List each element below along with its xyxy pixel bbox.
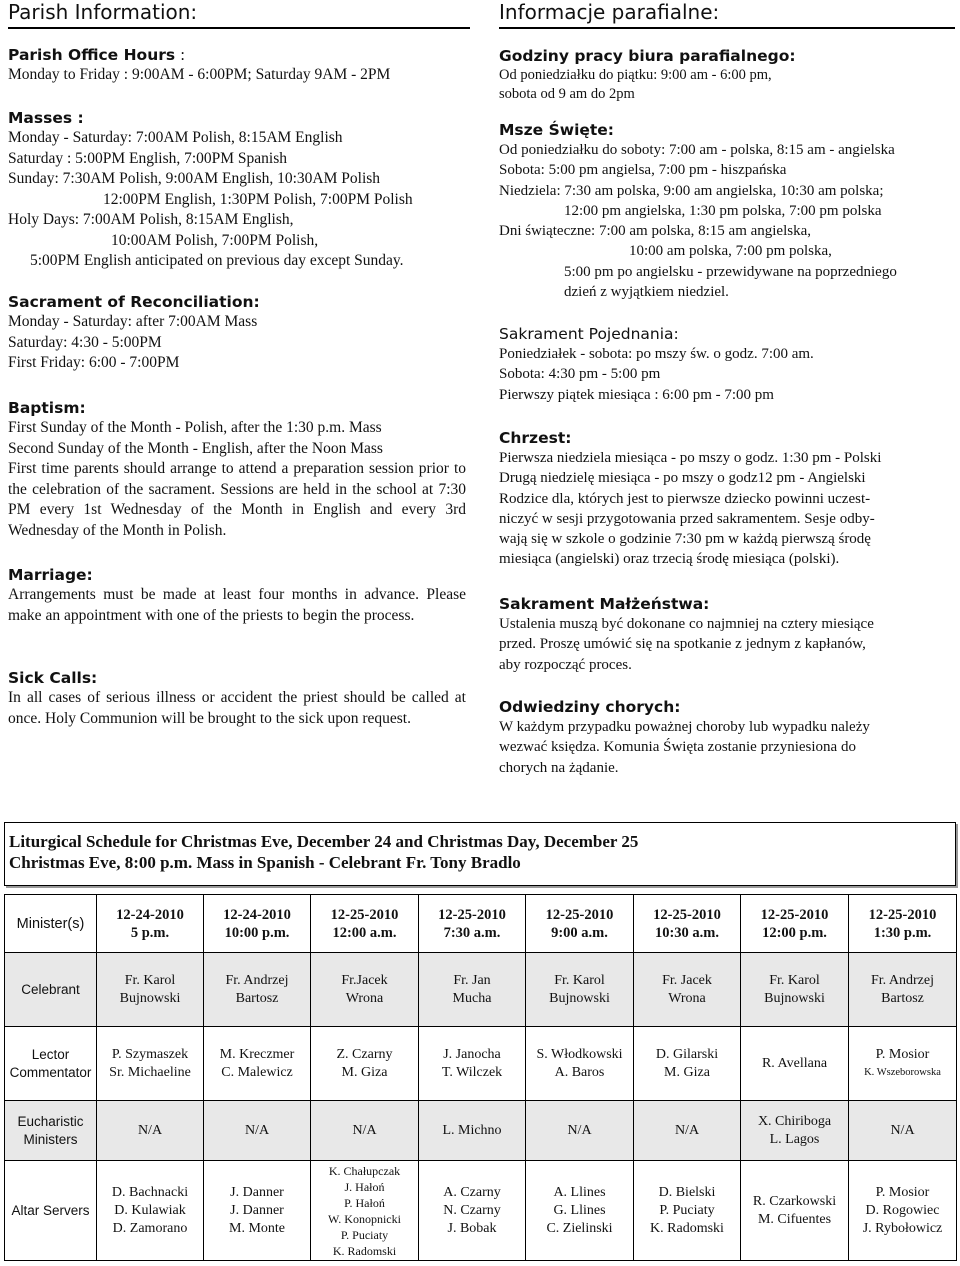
minister-name: K. Wszeborowska [864,1066,941,1078]
minister-name: Fr. Karol [769,972,820,988]
schedule-cell [526,1101,634,1161]
row-label-line: Eucharistic [17,1113,84,1129]
column-header [204,895,311,953]
row-label-line: Commentator [9,1064,92,1080]
minister-name: K. Radomski [332,1243,397,1258]
column-header [634,895,741,953]
minister-name: Bartosz [881,990,924,1006]
sick-calls-heading: Sick Calls: [8,669,98,687]
schedule-cell [741,1161,849,1261]
column-date: 12-25-2010 [760,906,829,923]
minister-name: P. Mosior [875,1184,930,1200]
minister-name: M. Giza [341,1064,388,1080]
column-header [419,895,526,953]
schedule-row [5,953,957,1027]
office-hours-text: Monday to Friday : 9:00AM - 6:00PM; Saturday 9AM - 2PM [8,66,391,83]
minister-name: P. Puciaty [659,1202,715,1218]
minister-name: A. Llines [553,1184,606,1200]
column-date: 12-25-2010 [868,906,937,923]
pl-baptism-section [499,428,955,570]
marriage-section [8,565,466,626]
minister-name: Fr.Jacek [341,972,388,988]
reconciliation-heading: Sacrament of Reconciliation: [8,293,260,311]
schedule-row [5,1101,957,1161]
column-header [741,895,849,953]
pl-masses-line: Od poniedziałku do soboty: 7:00 am - polska, 8:15 am - angielska [499,142,895,158]
schedule-cell [526,953,634,1027]
pl-baptism-line: Pierwsza niedziela miesiąca - po mszy o godz. 1:30 pm - Polski [499,450,882,466]
masses-line: 10:00AM Polish, 7:00PM Polish, [111,231,319,249]
minister-name: K. Chałupczak [328,1163,401,1178]
pl-reconciliation-line: Poniedziałek - sobota: po mszy św. o godz. 7:00 am. [499,346,814,362]
pl-reconciliation-line: Pierwszy piątek miesiąca : 6:00 pm - 7:00 pm [499,386,774,403]
schedule-cell [419,1101,526,1161]
column-time: 7:30 a.m. [443,924,501,941]
pl-marriage-line: aby rozpocząć proces. [499,656,632,673]
minister-name: Wrona [668,990,706,1006]
pl-marriage-line: przed. Proszę umówić się na spotkanie z jednym z kapłanów, [499,636,866,653]
minister-name: G. Llines [553,1202,606,1218]
schedule-cell [849,1101,957,1161]
schedule-cell [419,1161,526,1261]
schedule-header-row [5,895,957,953]
column-time: 10:30 a.m. [654,924,720,941]
column-date: 12-25-2010 [545,906,614,923]
minister-name: Bujnowski [549,990,610,1006]
reconciliation-line: Monday - Saturday: after 7:00AM Mass [8,313,258,330]
minister-name: Bujnowski [764,990,825,1006]
schedule-cell [526,1027,634,1101]
schedule-cell [741,1101,849,1161]
minister-name: P. Hałoń [344,1195,385,1210]
minister-name: Z. Czarny [336,1046,393,1062]
minister-name: D. Zamorano [112,1220,188,1236]
schedule-cell [204,1161,311,1261]
minister-name: J. Danner [230,1202,284,1218]
schedule-cell [419,953,526,1027]
pl-baptism-line: wają się w szkole o godzinie 7:30 pm w każdą pierwszą środę [499,531,871,548]
schedule-cell [204,953,311,1027]
pl-baptism-line: Rodzice dla, których jest to pierwsze dziecko powinni uczest- [499,490,871,507]
minister-name: D. Bachnacki [111,1184,189,1200]
pl-masses-heading: Msze Święte: [499,121,615,139]
minister-name: M. Giza [664,1064,710,1080]
schedule-header [4,822,956,886]
reconciliation-section [8,292,466,374]
schedule-cell [97,1161,204,1261]
minister-name: D. Kulawiak [114,1202,186,1218]
liturgical-schedule [4,822,956,1258]
pl-masses-line: Niedziela: 7:30 am polska, 9:00 am angielska, 10:30 am polska; [499,182,884,199]
minister-name: Bujnowski [119,990,181,1006]
schedule-cell [634,953,741,1027]
masses-line: Saturday : 5:00PM English, 7:00PM Spanish [8,149,288,167]
column-date: 12-25-2010 [330,906,399,923]
masses-line: Monday - Saturday: 7:00AM Polish, 8:15AM English [8,129,343,146]
schedule-row [5,1161,957,1261]
pl-sick-heading: Odwiedziny chorych: [499,698,681,716]
schedule-cell [634,1161,741,1261]
reconciliation-line: Saturday: 4:30 - 5:00PM [8,333,162,351]
row-label [5,1161,97,1261]
schedule-cell [741,1027,849,1101]
minister-name: S. Włodkowski [536,1046,623,1062]
minister-name: T. Wilczek [441,1064,503,1080]
minister-name: J. Hałoń [344,1179,385,1194]
sick-calls-paragraph: In all cases of serious illness or accident the priest should be called at once. Holy Communion will be brought to the sick upon request. [8,689,466,727]
column-time: 5 p.m. [130,924,170,941]
polish-column [499,0,955,776]
minister-name: N. Czarny [443,1202,501,1218]
minister-name: N/A [890,1122,915,1138]
minister-name: Fr. Jan [453,972,491,988]
minister-name: A. Czarny [443,1184,501,1200]
masses-section [8,108,466,272]
polish-title-rule [499,27,955,29]
minister-name: Bartosz [235,990,279,1006]
pl-masses-line: 5:00 pm po angielsku - przewidywane na poprzedniego [564,263,897,280]
minister-name: J. Danner [230,1184,284,1200]
column-date: 12-25-2010 [438,906,506,923]
minister-name: Mucha [452,990,492,1006]
minister-name: L. Michno [442,1122,502,1138]
baptism-section [8,398,466,541]
minister-name: Sr. Michaeline [109,1064,191,1080]
minister-name: Fr. Karol [554,972,605,988]
minister-name: P. Mosior [875,1046,930,1062]
pl-baptism-heading: Chrzest: [499,429,572,447]
column-header [97,895,204,953]
schedule-table [4,894,957,1261]
schedule-cell [311,953,419,1027]
pl-masses-line: Sobota: 5:00 pm angielsa, 7:00 pm - hiszpańska [499,162,787,179]
english-title-rule [8,27,470,29]
minister-name: D. Gilarski [655,1046,719,1062]
minister-name: Fr. Andrzej [871,972,934,988]
column-header [311,895,419,953]
baptism-paragraph: First time parents should arrange to attend a preparation session prior to the celebration of the sacrament. Sessions are held in the school at 7:30 PM every 1st Wednesday of the Month in English and every 3rd Wednesday of the Month in Polish. [8,460,466,539]
office-hours-section [8,45,466,86]
pl-masses-line: dzień z wyjątkiem niedziel. [564,284,729,301]
marriage-heading: Marriage: [8,566,93,584]
pl-office-line: Od poniedziałku do piątku: 9:00 am - 6:00 pm, [499,67,772,83]
column-date: 12-24-2010 [223,906,291,923]
english-column [8,0,466,727]
column-time: 10:00 p.m. [224,924,290,941]
minister-name: Wrona [345,990,384,1006]
pl-masses-section [499,120,955,302]
baptism-line: First Sunday of the Month - Polish, after the 1:30 p.m. Mass [8,419,382,436]
schedule-cell [849,953,957,1027]
pl-baptism-line: Drugą niedzielę miesiąca - po mszy o godz12 pm - Angielski [499,470,866,487]
column-time: 12:00 a.m. [332,924,397,941]
schedule-cell [97,1027,204,1101]
minister-name: C. Zielinski [546,1220,613,1236]
masses-line: Holy Days: 7:00AM Polish, 8:15AM English, [8,211,294,228]
schedule-cell [849,1161,957,1261]
minister-name: J. Rybołowicz [862,1220,943,1236]
baptism-line: Second Sunday of the Month - English, after the Noon Mass [8,439,383,457]
row-label-line: Ministers [23,1131,78,1147]
schedule-cell [97,953,204,1027]
minister-name: D. Bielski [658,1184,716,1200]
minister-name: R. Czarkowski [752,1193,837,1209]
masses-heading: Masses : [8,109,84,127]
english-title: Parish Information: [8,0,198,24]
pl-masses-line: Dni świąteczne: 7:00 am polska, 8:15 am angielska, [499,223,812,240]
minister-name: M. Cifuentes [757,1211,832,1227]
pl-office-line: sobota od 9 am do 2pm [499,85,635,102]
pl-marriage-section [499,594,955,675]
schedule-cell [204,1101,311,1161]
pl-masses-line: 10:00 am polska, 7:00 pm polska, [629,243,832,260]
column-time: 9:00 a.m. [551,924,608,941]
schedule-subtitle: Christmas Eve, 8:00 p.m. Mass in Spanish - Celebrant Fr. Tony Bradlo [9,853,521,872]
schedule-cell [311,1027,419,1101]
masses-line: 12:00PM English, 1:30PM Polish, 7:00PM Polish [103,190,413,208]
row-label [5,1027,97,1101]
pl-sick-line: wezwać księdza. Komunia Święta zostanie przyniesiona do [499,739,856,756]
pl-reconciliation-heading: Sakrament Pojednania: [499,325,679,343]
minister-name: J. Bobak [447,1220,497,1236]
schedule-cell [741,953,849,1027]
minister-name: M. Monte [229,1220,285,1236]
polish-title: Informacje parafialne: [499,0,720,24]
schedule-cell [419,1027,526,1101]
office-hours-colon: : [175,46,186,64]
marriage-paragraph: Arrangements must be made at least four months in advance. Please make an appointment with one of the priests to begin the process. [8,586,466,624]
corner-label: Minister(s) [5,895,97,953]
minister-name: P. Szymaszek [111,1046,189,1062]
pl-sick-section [499,697,955,778]
minister-name: N/A [244,1122,270,1138]
schedule-cell [526,1161,634,1261]
schedule-cell [849,1027,957,1101]
schedule-cell [204,1027,311,1101]
masses-line: 5:00PM English anticipated on previous day except Sunday. [30,252,404,269]
schedule-cell [634,1101,741,1161]
minister-name: N/A [674,1122,700,1138]
schedule-cell [311,1101,419,1161]
minister-name: N/A [352,1122,377,1138]
row-label-line: Celebrant [21,981,80,997]
minister-name: Fr. Andrzej [225,972,289,988]
column-header [526,895,634,953]
schedule-row [5,1027,957,1101]
pl-marriage-line: Ustalenia muszą być dokonane co najmniej na cztery miesiące [499,616,874,632]
pl-sick-line: chorych na żądanie. [499,759,619,776]
minister-name: Fr. Karol [124,972,176,988]
sick-calls-section [8,668,466,729]
pl-reconciliation-section [499,324,955,405]
minister-name: C. Malewicz [221,1064,293,1080]
minister-name: K. Radomski [650,1220,724,1236]
pl-baptism-line: miesiąca (angielski) oraz trzecią środę miesiąca (polski). [499,551,840,568]
row-label-line: Altar Servers [11,1202,90,1218]
schedule-cell [634,1027,741,1101]
pl-reconciliation-line: Sobota: 4:30 pm - 5:00 pm [499,366,661,383]
minister-name: Fr. Jacek [662,972,712,988]
column-date: 12-24-2010 [116,906,184,923]
pl-masses-line: 12:00 pm angielska, 1:30 pm polska, 7:00 pm polska [564,202,882,219]
minister-name: X. Chiriboga [757,1113,832,1129]
pl-sick-line: W każdym przypadku poważnej choroby lub wypadku należy [499,719,870,735]
pl-baptism-line: niczyć w sesji przygotowania przed sakramentem. Sesje odby- [499,510,875,527]
row-label [5,1101,97,1161]
schedule-title: Liturgical Schedule for Christmas Eve, December 24 and Christmas Day, December 25 [9,832,639,851]
minister-name: R. Avellana [761,1055,828,1071]
minister-name: L. Lagos [769,1131,820,1147]
schedule-cell [97,1101,204,1161]
minister-name: A. Baros [554,1064,605,1080]
row-label [5,953,97,1027]
column-time: 12:00 p.m. [762,924,827,941]
column-time: 1:30 p.m. [873,924,932,941]
minister-name: P. Puciaty [340,1227,389,1242]
minister-name: J. Janocha [443,1046,501,1062]
pl-office-heading: Godziny pracy biura parafialnego: [499,47,796,65]
row-label-line: Lector [31,1046,70,1062]
column-header [849,895,957,953]
reconciliation-line: First Friday: 6:00 - 7:00PM [8,354,180,371]
minister-name: M. Kreczmer [219,1046,295,1062]
minister-name: N/A [137,1122,163,1138]
minister-name: W. Konopnicki [328,1211,401,1226]
pl-office-section [499,46,955,103]
schedule-cell [311,1161,419,1261]
office-hours-heading: Parish Office Hours [8,46,176,64]
column-date: 12-25-2010 [653,906,721,923]
baptism-heading: Baptism: [8,399,86,417]
pl-marriage-heading: Sakrament Małżeństwa: [499,595,710,613]
minister-name: D. Rogowiec [865,1202,940,1218]
masses-line: Sunday: 7:30AM Polish, 9:00AM English, 10:30AM Polish [8,170,381,187]
minister-name: N/A [567,1122,592,1138]
